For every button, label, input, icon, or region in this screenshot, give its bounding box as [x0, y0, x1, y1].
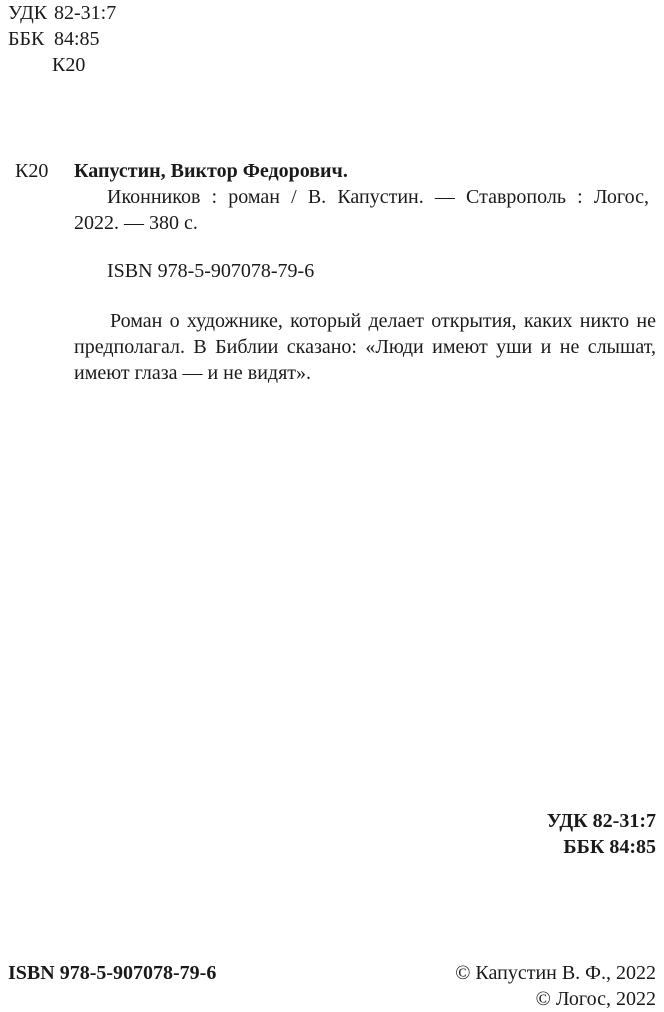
catalog-author-heading: Капустин, Виктор Федорович. [74, 160, 348, 182]
bbk-classification-top [8, 26, 100, 52]
udk-classification-top [8, 0, 116, 26]
catalog-isbn: ISBN 978-5-907078-79-6 [107, 260, 315, 282]
bbk-classification-bottom: ББК 84:85 [563, 836, 656, 858]
footer-isbn: ISBN 978-5-907078-79-6 [8, 962, 217, 984]
udk-value: 82-31:7 [54, 2, 117, 24]
catalog-author-code: К20 [15, 160, 49, 182]
annotation-line-3: имеют глаза — и не видят». [74, 362, 312, 384]
catalog-description-line-1: Иконников : роман / В. Капустин. — Ставрополь : Логос, [107, 186, 649, 208]
copyright-publisher: © Логос, 2022 [535, 988, 656, 1010]
udk-classification-bottom: УДК 82-31:7 [546, 810, 656, 832]
catalog-description-line-2: 2022. — 380 с. [74, 212, 198, 234]
bbk-value: 84:85 [54, 28, 100, 50]
copyright-author: © Капустин В. Ф., 2022 [455, 962, 656, 984]
udk-label: УДК [8, 2, 48, 24]
annotation-line-2: предполагал. В Библии сказано: «Люди имеют уши и не слышат, [74, 336, 656, 358]
author-code-top: К20 [52, 54, 86, 76]
annotation-line-1: Роман о художнике, который делает открытия, каких никто не [110, 310, 656, 332]
bbk-label: ББК [8, 28, 45, 50]
